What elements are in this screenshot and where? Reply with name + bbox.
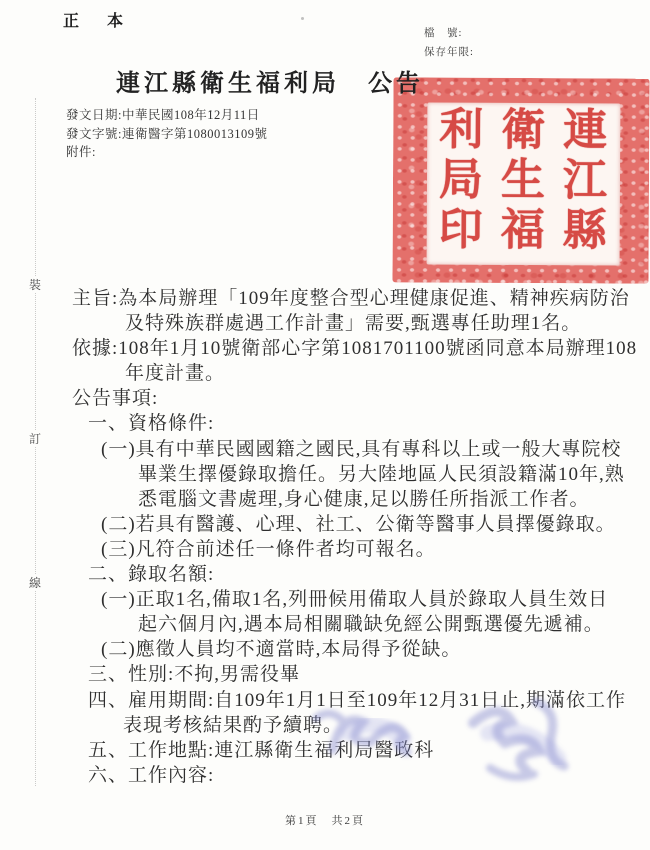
- body-line: 公告事項:: [72, 388, 159, 410]
- attachment-label: 附件:: [66, 145, 96, 159]
- body-line: 起六個月內,遇本局相關職缺免經公開甄選優先遞補。: [138, 614, 604, 636]
- body-line: 及特殊族群處遇工作計畫」需要,甄選專任助理1名。: [125, 313, 582, 335]
- copy-type-label: 正 本: [63, 13, 136, 30]
- body-line: 年度計畫。: [125, 363, 226, 385]
- seal-face: [427, 103, 621, 266]
- meta-block: [66, 106, 267, 162]
- body-line: 五、工作地點:連江縣衛生福利局醫政科: [88, 739, 435, 761]
- body-line: (三)凡符合前述任一條件者均可報名。: [101, 538, 436, 560]
- body-line: 表現考核結果酌予續聘。: [123, 714, 344, 736]
- doc-number: 發文字號:連衛醫字第1080013109號: [66, 126, 268, 141]
- file-label-block: [424, 24, 474, 62]
- document-title: 連江縣衛生福利局 公告: [116, 71, 424, 97]
- body-line: (一)正取1名,備取1名,列冊候用備取人員於錄取人員生效日: [101, 589, 609, 611]
- body-line: (一)具有中華民國國籍之國民,具有專科以上或一般大專院校: [101, 438, 622, 460]
- body-line: 悉電腦文書處理,身心健康,足以勝任所指派工作者。: [138, 488, 590, 510]
- retention-label: 保存年限:: [424, 47, 474, 58]
- seal-column: 衛生福: [493, 105, 544, 257]
- binding-mark-xian: 線: [28, 576, 41, 590]
- issue-date: 發文日期:中華民國108年12月11日: [66, 108, 260, 122]
- body-line: 四、雇用期間:自109年1月1日至109年12月31日止,期滿依工作: [88, 689, 627, 711]
- announcement-body: [0, 286, 650, 788]
- body-line: 依據:108年1月10號衛部心字第1081701100號函同意本局辦理108: [72, 338, 638, 360]
- body-line: 六、工作內容:: [88, 764, 215, 786]
- body-line: 二、錄取名額:: [88, 564, 215, 586]
- page-number: 第1頁 共2頁: [285, 815, 365, 827]
- file-number-label: 檔 號:: [424, 28, 463, 39]
- seal-column: 利局印: [431, 105, 482, 256]
- binding-mark-ding: 訂: [28, 432, 41, 446]
- body-line: (二)若具有醫護、心理、社工、公衛等醫事人員擇優錄取。: [101, 513, 616, 535]
- scan-speck: [301, 17, 304, 20]
- official-seal: [392, 77, 649, 283]
- body-line: 主旨:為本局辦理「109年度整合型心理健康促進、精神疾病防治: [72, 288, 630, 309]
- seal-column: 連江縣: [555, 106, 606, 257]
- body-line: 畢業生擇優錄取擔任。另大陸地區人民須設籍滿10年,熟: [138, 463, 625, 485]
- body-line: 三、性別:不拘,男需役畢: [88, 664, 301, 686]
- body-line: 一、資格條件:: [88, 413, 215, 435]
- body-line: (二)應徵人員均不適當時,本局得予從缺。: [101, 639, 462, 661]
- binding-mark-zhuang: 裝: [28, 278, 41, 292]
